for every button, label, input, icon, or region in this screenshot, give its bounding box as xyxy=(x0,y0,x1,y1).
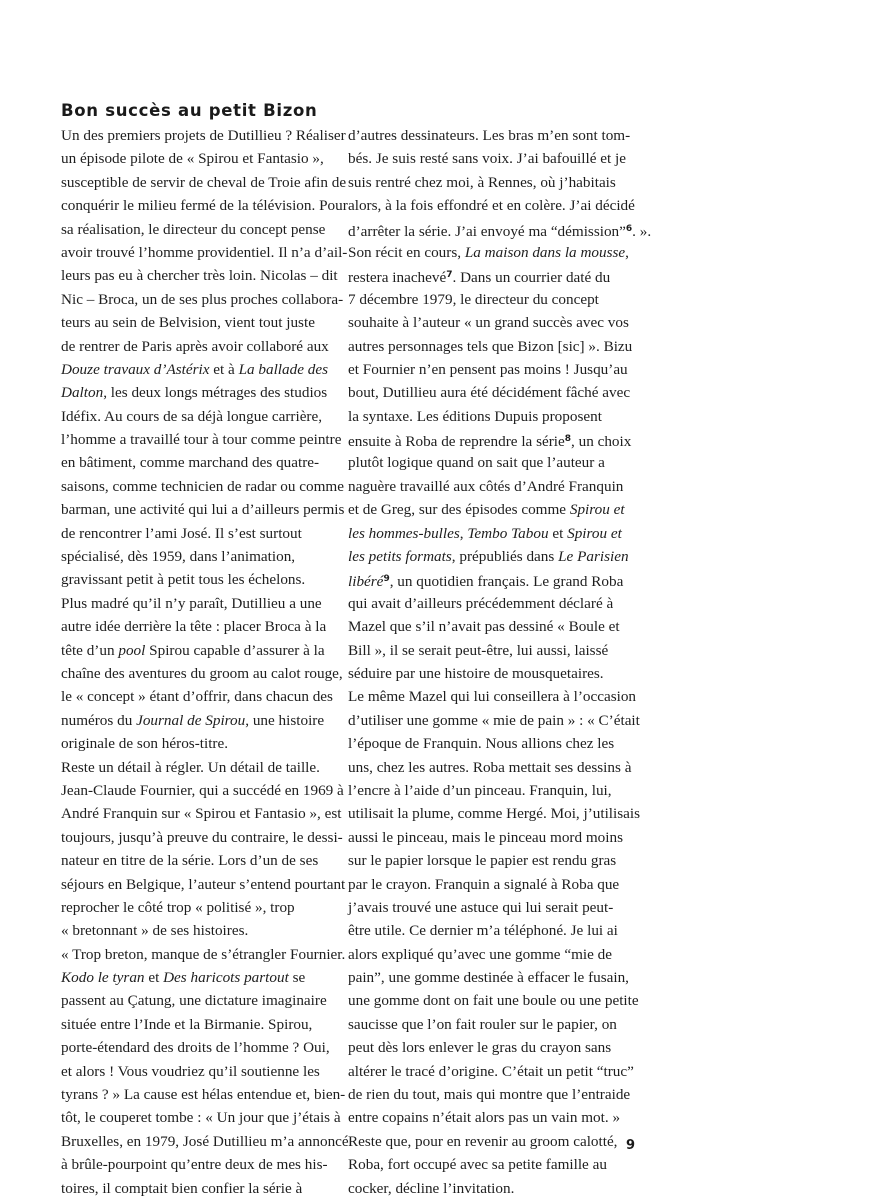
text-run: située entre l’Inde et la Birmanie. Spirou, xyxy=(61,1015,313,1033)
text-line xyxy=(61,592,348,615)
text-line xyxy=(61,802,348,825)
text-run: passent au Çatung, une dictature imaginaire xyxy=(61,992,327,1010)
text-run: séjours en Belgique, l’auteur s’entend pourtant xyxy=(61,875,346,893)
text-run: tôt, le couperet tombe : « Un jour que j’étais à xyxy=(61,1109,341,1127)
text-line xyxy=(348,1083,638,1106)
text-line xyxy=(61,1106,348,1129)
text-line xyxy=(61,264,348,287)
text-run: , un quotidien français. Le grand Roba xyxy=(389,573,624,591)
text-line xyxy=(61,919,348,942)
text-line xyxy=(348,732,638,755)
text-run: , un choix xyxy=(571,433,632,451)
text-run: d’autres dessinateurs. Les bras m’en sont tom- xyxy=(348,127,631,144)
text-line xyxy=(61,779,348,802)
text-run: l’époque de Franquin. Nous allions chez les xyxy=(348,735,615,753)
text-line xyxy=(348,756,638,779)
text-run: porte-étendard des droits de l’homme ? Oui, xyxy=(61,1039,330,1057)
text-line xyxy=(61,639,348,662)
text-line xyxy=(348,288,638,311)
text-line xyxy=(61,194,348,217)
text-line xyxy=(348,826,638,849)
text-line xyxy=(61,522,348,545)
text-run: Mazel que s’il n’avait pas dessiné « Boule et xyxy=(348,618,620,636)
italic-title: Le Parisien xyxy=(558,548,629,566)
text-line xyxy=(61,873,348,896)
text-run: teurs au sein de Belvision, vient tout juste xyxy=(61,314,315,332)
text-run: , prépubliés dans xyxy=(451,548,559,566)
italic-title: Kodo le tyran xyxy=(61,969,145,987)
text-run: la syntaxe. Les éditions Dupuis proposent xyxy=(348,407,602,425)
text-run: numéros du xyxy=(61,711,137,729)
footnote-ref: 6 xyxy=(625,223,633,234)
italic-title: La ballade des xyxy=(238,360,328,378)
text-line xyxy=(61,1130,348,1153)
text-run: à brûle-pourpoint qu’entre deux de mes his- xyxy=(61,1156,328,1174)
text-line xyxy=(348,802,641,825)
text-line xyxy=(348,1060,638,1083)
text-column-left xyxy=(61,124,348,1200)
italic-title: Journal de Spirou xyxy=(136,711,246,729)
text-run: peut dès lors enlever le gras du crayon sans xyxy=(348,1039,612,1057)
text-line xyxy=(61,288,348,311)
text-line xyxy=(348,241,638,264)
text-run: Reste un détail à régler. Un détail de taille. xyxy=(61,758,320,776)
text-line xyxy=(61,428,348,451)
text-run: saisons, comme technicien de radar ou comme xyxy=(61,477,344,495)
text-run: Spirou capable d’assurer à la xyxy=(145,641,325,659)
text-line xyxy=(348,147,638,170)
text-run: Bill », il se serait peut-être, lui aussi, laissé xyxy=(348,641,609,659)
text-run: Jean-Claude Fournier, qui a succédé en 1969 à xyxy=(61,781,344,799)
text-run: Bruxelles, en 1979, José Dutillieu m’a annoncé xyxy=(61,1132,349,1150)
text-run: leurs pas eu à chercher très loin. Nicolas – dit xyxy=(61,267,338,285)
text-run: de rentrer de Paris après avoir collaboré aux xyxy=(61,337,329,355)
italic-title: pool xyxy=(118,641,146,659)
italic-title: Des haricots partout xyxy=(163,969,289,987)
text-run: d’arrêter la série. J’ai envoyé ma “démission” xyxy=(348,222,626,240)
text-line xyxy=(61,218,348,241)
text-line xyxy=(61,241,348,264)
text-line xyxy=(61,498,348,521)
text-run: et xyxy=(144,969,164,987)
text-run: et Fournier n’en pensent pas moins ! Jusqu’au xyxy=(348,360,628,378)
text-run: originale de son héros-titre. xyxy=(61,735,229,753)
text-run: aussi le pinceau, mais le pinceau mord moins xyxy=(348,828,623,846)
text-run: Plus madré qu’il n’y paraît, Dutillieu a une xyxy=(61,594,322,612)
text-line xyxy=(348,966,638,989)
text-line xyxy=(348,475,638,498)
text-line xyxy=(348,264,638,287)
text-line xyxy=(348,358,638,381)
text-run: spécialisé, dès 1959, dans l’animation, xyxy=(61,548,296,566)
text-run: . ». xyxy=(632,222,652,240)
text-run: 7 décembre 1979, le directeur du concept xyxy=(348,290,599,308)
text-line xyxy=(348,592,638,615)
text-line xyxy=(348,896,638,919)
text-run: « Trop breton, manque de s’étrangler Fournier. xyxy=(61,945,346,963)
text-line xyxy=(348,779,638,802)
text-run: Reste que, pour en revenir au groom calotté, xyxy=(348,1132,618,1150)
text-line xyxy=(348,943,638,966)
text-line xyxy=(348,1036,638,1059)
text-run: , les deux longs métrages des studios xyxy=(103,384,328,402)
text-line xyxy=(61,451,348,474)
text-run: Roba, fort occupé avec sa petite famille au xyxy=(348,1156,607,1174)
text-line xyxy=(348,1013,638,1036)
text-run: et de Greg, sur des épisodes comme xyxy=(348,501,570,519)
text-line xyxy=(61,335,348,358)
text-run: bés. Je suis resté sans voix. J’ai bafouillé et je xyxy=(348,150,626,168)
text-run: chaîne des aventures du groom au calot rouge, xyxy=(61,664,343,682)
text-run: utilisait la plume, comme Hergé. Moi, j’utilisais xyxy=(348,805,641,823)
text-line xyxy=(61,475,348,498)
text-run: un épisode pilote de « Spirou et Fantasio », xyxy=(61,150,324,168)
text-run: conquérir le milieu fermé de la télévision. Pour xyxy=(61,197,348,215)
text-run: toires, il comptait bien confier la série à xyxy=(61,1179,303,1197)
text-line xyxy=(61,171,348,194)
text-line xyxy=(61,756,348,779)
text-line xyxy=(348,171,638,194)
footnote-ref: 7 xyxy=(446,270,453,281)
text-line xyxy=(348,428,638,451)
text-line xyxy=(61,568,348,591)
text-line xyxy=(61,358,348,381)
text-line xyxy=(348,685,638,708)
text-run: sa réalisation, le directeur du concept pense xyxy=(61,220,326,238)
text-line xyxy=(61,685,348,708)
text-run: être utile. Ce dernier m’a téléphoné. Je lui ai xyxy=(348,922,618,940)
text-line xyxy=(348,545,638,568)
text-run: et alors ! Vous voudriez qu’il soutienne les xyxy=(61,1062,320,1080)
text-line xyxy=(61,662,348,685)
text-run: alors, à la fois effondré et en colère. J’ai décidé xyxy=(348,197,635,215)
italic-title: Douze travaux d’Astérix xyxy=(61,360,210,378)
text-line xyxy=(348,124,638,147)
text-run: tête d’un xyxy=(61,641,119,659)
text-line xyxy=(348,639,638,662)
text-line xyxy=(348,1153,638,1176)
text-run: susceptible de servir de cheval de Troie afin de xyxy=(61,173,347,191)
text-run: gravissant petit à petit tous les échelons. xyxy=(61,571,306,589)
text-run: suis rentré chez moi, à Rennes, où j’habitais xyxy=(348,173,616,191)
italic-title: Spirou et xyxy=(569,501,625,519)
text-run: restera inachevé xyxy=(348,269,447,287)
text-run: « bretonnant » de ses histoires. xyxy=(61,922,249,940)
text-line xyxy=(61,615,348,638)
footnote-ref: 8 xyxy=(564,434,572,445)
text-line xyxy=(61,966,348,989)
text-line xyxy=(61,943,348,966)
text-line xyxy=(348,919,638,942)
text-line xyxy=(348,335,638,358)
text-line xyxy=(61,311,348,334)
text-line xyxy=(61,545,348,568)
text-line xyxy=(348,1177,638,1200)
text-run: , une histoire xyxy=(245,711,325,729)
text-run: naguère travaillé aux côtés d’André Franquin xyxy=(348,477,624,495)
text-run: de rencontrer l’ami José. Il s’est surtout xyxy=(61,524,302,542)
text-run: toujours, jusqu’à preuve du contraire, le dessi- xyxy=(61,828,343,846)
text-line xyxy=(348,522,638,545)
text-run: André Franquin sur « Spirou et Fantasio », est xyxy=(61,805,342,823)
text-run: Son récit en cours, xyxy=(348,243,465,261)
text-line xyxy=(348,451,638,474)
text-run: en bâtiment, comme marchand des quatre- xyxy=(61,454,320,472)
text-run: de rien du tout, mais qui montre que l’entraide xyxy=(348,1086,631,1104)
text-run: entre copains n’était alors pas un vain mot. » xyxy=(348,1109,621,1127)
text-line xyxy=(348,218,652,241)
italic-title: Tembo Tabou xyxy=(467,524,549,542)
text-run: cocker, décline l’invitation. xyxy=(348,1179,515,1197)
text-line xyxy=(348,615,638,638)
text-line xyxy=(348,405,638,428)
text-run: j’avais trouvé une astuce qui lui serait peut- xyxy=(348,898,614,916)
text-line xyxy=(348,311,638,334)
page-number: 9 xyxy=(626,1138,636,1153)
section-heading: Bon succès au petit Bizon xyxy=(61,101,318,120)
text-run: Idéfix. Au cours de sa déjà longue carrière, xyxy=(61,407,323,425)
text-run: saucisse que l’on fait rouler sur le papier, on xyxy=(348,1015,617,1033)
text-run: et xyxy=(548,524,568,542)
text-line xyxy=(61,1013,348,1036)
text-run: ensuite à Roba de reprendre la série xyxy=(348,433,565,451)
text-run: uns, chez les autres. Roba mettait ses dessins à xyxy=(348,758,632,776)
text-line xyxy=(61,1060,348,1083)
text-run: autres personnages tels que Bizon [sic] ». Bizu xyxy=(348,337,633,355)
text-run: avoir trouvé l’homme providentiel. Il n’a d’ail- xyxy=(61,243,348,261)
text-run: . Dans un courrier daté du xyxy=(452,269,611,287)
text-run: et à xyxy=(209,360,239,378)
text-run: Un des premiers projets de Dutillieu ? Réaliser xyxy=(61,127,346,144)
text-line xyxy=(61,147,348,170)
italic-title: Spirou et xyxy=(567,524,622,542)
text-run: nateur en titre de la série. Lors d’un de ses xyxy=(61,852,319,870)
text-run: tyrans ? » La cause est hélas entendue et, bien- xyxy=(61,1086,346,1104)
text-run: sur le papier lorsque le papier est rendu gras xyxy=(348,852,617,870)
text-line xyxy=(61,405,348,428)
text-run: Nic – Broca, un de ses plus proches collabora- xyxy=(61,290,344,308)
text-run: altérer le tracé d’origine. C’était un petit “truc” xyxy=(348,1062,634,1080)
text-line xyxy=(348,1130,638,1153)
text-line xyxy=(61,1083,348,1106)
text-run: séduire par une histoire de mousquetaires. xyxy=(348,664,604,682)
text-run: se xyxy=(288,969,306,987)
text-run: une gomme dont on fait une boule ou une petite xyxy=(348,992,639,1010)
text-line xyxy=(61,732,348,755)
text-run: , xyxy=(459,524,468,542)
text-line xyxy=(61,1036,348,1059)
italic-title: les hommes-bulles xyxy=(348,524,460,542)
text-run: plutôt logique quand on sait que l’auteur a xyxy=(348,454,605,472)
text-line xyxy=(61,989,348,1012)
text-line xyxy=(348,873,638,896)
text-run: alors expliqué qu’avec une gomme “mie de xyxy=(348,945,612,963)
text-run: autre idée derrière la tête : placer Broca à la xyxy=(61,618,327,636)
text-line xyxy=(348,1106,638,1129)
text-line xyxy=(61,826,348,849)
text-run: le « concept » étant d’offrir, dans chacun des xyxy=(61,688,333,706)
text-line xyxy=(348,662,638,685)
text-line xyxy=(348,568,638,591)
text-run: d’utiliser une gomme « mie de pain » : « C’était xyxy=(348,711,640,729)
text-line xyxy=(61,381,348,404)
text-line xyxy=(348,989,638,1012)
text-run: reprocher le côté trop « politisé », trop xyxy=(61,898,295,916)
text-line xyxy=(61,849,348,872)
text-column-right xyxy=(348,124,652,1200)
text-line xyxy=(348,194,638,217)
text-run: souhaite à l’auteur « un grand succès avec vos xyxy=(348,314,629,332)
text-run: l’homme a travaillé tour à tour comme peintre xyxy=(61,431,342,449)
text-run: par le crayon. Franquin a signalé à Roba que xyxy=(348,875,620,893)
text-run: barman, une activité qui lui a d’ailleurs permis xyxy=(61,501,345,519)
text-line xyxy=(348,709,638,732)
text-run: qui avait d’ailleurs précédemment déclaré à xyxy=(348,594,614,612)
text-line xyxy=(61,709,348,732)
footnote-ref: 9 xyxy=(383,574,390,585)
text-line xyxy=(61,124,348,147)
italic-title: Dalton xyxy=(61,384,104,402)
text-run: bout, Dutillieu aura été décidément fâché avec xyxy=(348,384,631,402)
text-line xyxy=(61,1153,348,1176)
text-run: pain”, une gomme destinée à effacer le fusain, xyxy=(348,969,629,987)
text-line xyxy=(61,1177,348,1200)
text-line xyxy=(61,896,348,919)
text-run: , xyxy=(625,243,629,261)
italic-title: libéré xyxy=(348,573,384,591)
text-line xyxy=(348,498,638,521)
italic-title: les petits formats xyxy=(348,548,452,566)
italic-title: La maison dans la mousse xyxy=(464,243,626,261)
text-run: l’encre à l’aide d’un pinceau. Franquin, lui, xyxy=(348,781,612,799)
text-run: Le même Mazel qui lui conseillera à l’occasion xyxy=(348,688,637,706)
text-line xyxy=(348,849,638,872)
text-line xyxy=(348,381,638,404)
